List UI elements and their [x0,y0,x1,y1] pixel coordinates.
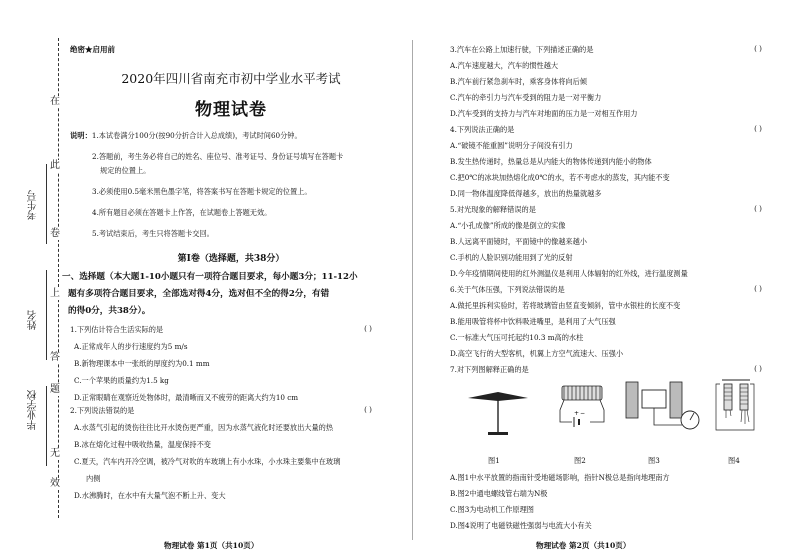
section1-instructions [62,269,392,320]
figure-2-solenoid [560,386,604,427]
figure-3-generator [626,382,699,429]
confidential-mark: 绝密★启用前 [70,45,115,54]
name-label: 姓名 [28,310,39,330]
option: A.水蒸气引起的烫伤往往比开水烫伤更严重，因为水蒸气液化时还要放出大量的热 [74,423,334,432]
note-item: 3.必须使用0.5毫米黑色墨字笔，将答案书写在答题卡规定的位置上。 [92,187,312,196]
question-5 [450,204,766,279]
question-2 [70,405,392,501]
q7-figures [450,370,766,450]
instr-line: 一、选择题（本大题1-10小题只有一项符合题目要求，每小题3分；11-12小 [62,272,358,282]
note-item: 4.所有题目必须在答题卡上作答，在试题卷上答题无效。 [92,208,272,217]
answer-bracket: ( ) [754,124,762,133]
answer-bracket: ( ) [754,44,762,53]
question-3 [450,44,766,119]
answer-bracket: ( ) [754,284,762,293]
option: B.能用吸管将杯中饮料吸进嘴里，是利用了大气压强 [450,317,616,326]
option: D.图4说明了电磁铁磁性强弱与电流大小有关 [450,521,592,530]
option: C.夏天，汽车内开冷空调，被冷气对吹的车玻璃上有小水珠，小水珠主要集中在玻璃 [74,457,341,466]
candidate-info-margin [20,160,50,540]
instr-line: 题有多项符合题目要求，全部选对得4分，选对但不全的得2分，有错 [68,289,330,299]
option: C.图3为电动机工作原理图 [450,505,534,514]
option: C.一个苹果的质量约为1.5 kg [74,376,169,385]
figure-2-label: 图2 [574,456,586,465]
instr-line: 的得0分，共38分）。 [68,306,151,316]
option: C.一标准大气压可托起约10.3 m高的水柱 [450,333,584,342]
option: 内侧 [86,474,101,483]
option: D.正常眼睛在观察近处物体时，最清晰而又不疲劳的距离大约为10 cm [74,393,299,402]
question-4 [450,124,766,199]
figure-1-compass [468,392,528,435]
question-6 [450,284,766,359]
question-stem: 6.关于气体压强，下列说法错误的是 [450,285,565,294]
option: A.汽车速度越大，汽车的惯性越大 [450,61,559,70]
option: C.手机的人脸识别功能用到了光的反射 [450,253,573,262]
figure-4-label: 图4 [728,456,740,465]
option: D.高空飞行的大型客机，机翼上方空气流速大、压强小 [450,349,624,358]
answer-bracket: ( ) [364,324,372,333]
option: D.水沸腾时，在水中有大量气泡不断上升、变大 [74,491,226,500]
school-label: 毕业学校 [28,390,39,430]
school-line [46,386,47,466]
option: B.发生热传递时，热量总是从内能大的物体传递到内能小的物体 [450,157,652,166]
question-1 [70,324,392,403]
name-line [46,270,47,360]
option: A.正常成年人的步行速度约为5 m/s [74,342,188,351]
page-divider [412,40,413,540]
answer-bracket: ( ) [754,204,762,213]
option: A.“破镜不能重圆”说明分子间没有引力 [450,141,573,150]
option: A.“小孔成像”所成的像是倒立的实像 [450,221,566,230]
note-item: 规定的位置上。 [100,166,151,175]
option: C.汽车的牵引力与汽车受到的阻力是一对平衡力 [450,93,602,102]
figure-4-electromagnet [716,380,754,430]
footer-right: 物理试卷 第2页（共10页） [536,541,631,550]
battery-plus-sign: + [574,410,580,417]
binding-char: 此 [50,160,60,171]
option: D.同一物体温度降低得越多，放出的热量就越多 [450,189,602,198]
question-stem: 1.下列估计符合生活实际的是 [70,325,164,334]
note-item: 1.本试卷满分100分(按90分折合计入总成绩)，考试时间60分钟。 [91,131,302,140]
notes-label: 说明： [70,131,92,140]
figure-3-label: 图3 [648,456,660,465]
left-page [62,44,392,501]
option: D.汽车受到的支持力与汽车对地面的压力是一对相互作用力 [450,109,638,118]
subject-title: 物理试卷 [195,100,267,120]
footer-left: 物理试卷 第1页（共10页） [164,541,259,550]
option: B.汽车前行紧急刹车时，乘客身体将向后倾 [450,77,587,86]
binding-char: 在 [50,96,60,107]
binding-char: 答 [50,352,60,363]
question-stem: 7.对下列图解释正确的是 [450,365,529,374]
note-item: 2.答题前，考生务必将自己的姓名、座位号、准考证号、身份证号填写在答题卡 [92,152,344,161]
binding-dashed-line [58,38,59,518]
note-item: 5.考试结束后，考生只将答题卡交回。 [92,229,214,238]
binding-char: 无 [50,448,60,459]
question-stem: 2.下列说法错误的是 [70,406,135,415]
option: B.人远离平面镜时，平面镜中的像越来越小 [450,237,587,246]
option: A.做托里拆利实验时，若将玻璃管由竖直变倾斜，管中水银柱的长度不变 [450,301,681,310]
notes-block [70,130,392,239]
right-page [450,44,766,375]
question-stem: 3.汽车在公路上加速行驶，下列描述正确的是 [450,45,594,54]
exam-no-line [46,164,47,244]
option: B.新物理课本中一张纸的厚度约为0.1 mm [74,359,210,368]
option: B.冰在熔化过程中吸收热量，温度保持不变 [74,440,211,449]
exam-title: 2020年四川省南充市初中学业水平考试 [121,71,341,86]
answer-bracket: ( ) [364,405,372,414]
option: D.今年疫情期间使用的红外测温仪是利用人体辐射的红外线，进行温度测量 [450,269,688,278]
binding-char: 卷 [50,228,60,239]
binding-char: 上 [50,288,60,299]
option: A.图1中水平放置的指南针受地磁场影响，指针N极总是指向地理南方 [450,473,670,482]
q7-options [450,472,670,531]
question-stem: 4.下列说法正确的是 [450,125,515,134]
section1-title: 第Ⅰ卷（选择题，共38分） [177,254,285,264]
binding-char: 题 [50,384,60,395]
option: C.把0℃的冰块加热熔化成0℃的水，若不考虑水的蒸发，其内能不变 [450,173,670,182]
battery-minus-sign: − [580,410,586,417]
answer-bracket: ( ) [754,364,762,373]
exam-no-label: 考生号 [28,190,39,220]
binding-char: 效 [50,478,60,489]
figure-1-label: 图1 [488,456,500,465]
question-stem: 5.对光现象的解释错误的是 [450,205,536,214]
option: B.图2中通电螺线管右端为N极 [450,489,548,498]
